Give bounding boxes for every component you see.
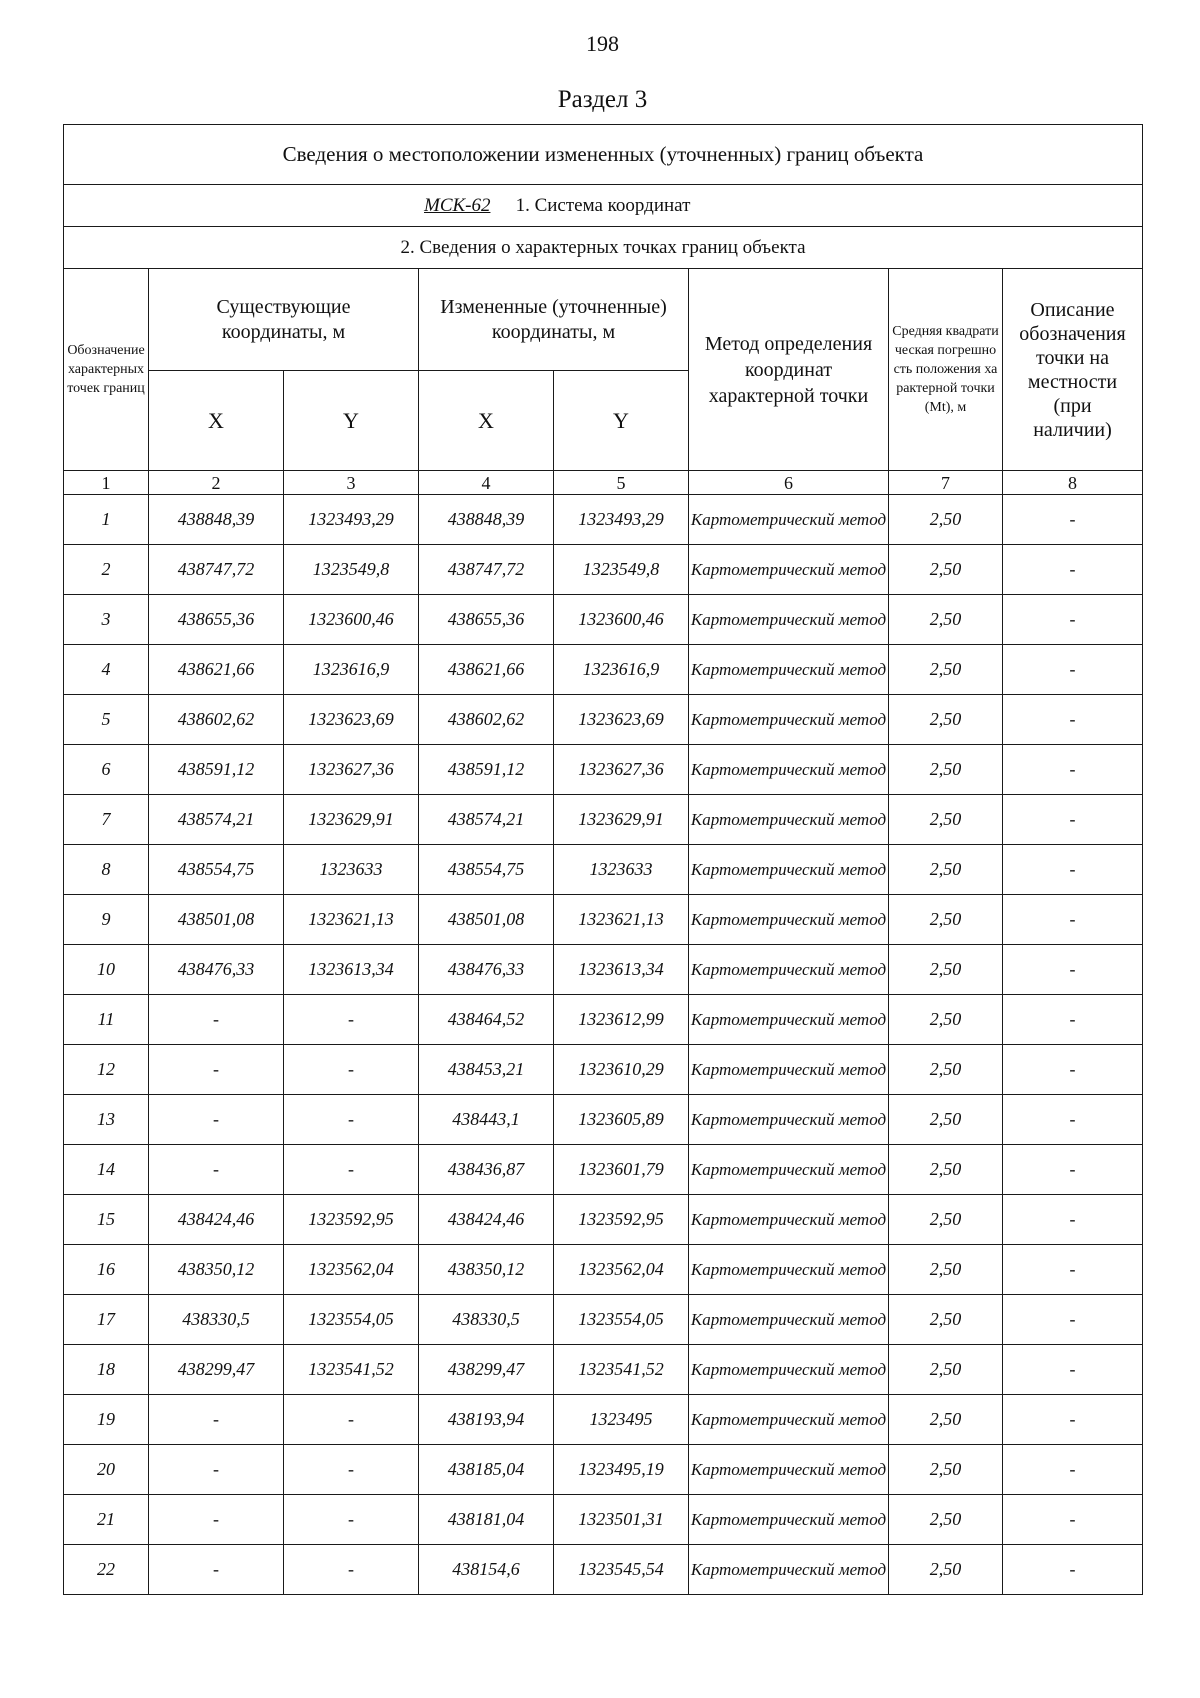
coord-system-row xyxy=(64,185,1143,227)
method-cell: Картометрический метод xyxy=(689,1145,889,1195)
column-number: 2 xyxy=(149,471,284,495)
description-cell: - xyxy=(1003,895,1143,945)
existing-x-cell: - xyxy=(149,1145,284,1195)
table-row xyxy=(64,745,1143,795)
points-section-label: 2. Сведения о характерных точках границ объекта xyxy=(64,227,1143,269)
error-cell: 2,50 xyxy=(889,745,1003,795)
point-number-cell: 3 xyxy=(64,595,149,645)
changed-y-cell: 1323610,29 xyxy=(554,1045,689,1095)
method-cell: Картометрический метод xyxy=(689,1045,889,1095)
column-number: 1 xyxy=(64,471,149,495)
point-number-cell: 14 xyxy=(64,1145,149,1195)
existing-y-cell: 1323627,36 xyxy=(284,745,419,795)
description-cell: - xyxy=(1003,595,1143,645)
method-cell: Картометрический метод xyxy=(689,495,889,545)
table-row xyxy=(64,1295,1143,1345)
method-cell: Картометрический метод xyxy=(689,795,889,845)
header-changed-x: X xyxy=(419,371,554,471)
error-cell: 2,50 xyxy=(889,1545,1003,1595)
existing-x-cell: 438848,39 xyxy=(149,495,284,545)
method-cell: Картометрический метод xyxy=(689,1445,889,1495)
changed-y-cell: 1323629,91 xyxy=(554,795,689,845)
changed-x-cell: 438655,36 xyxy=(419,595,554,645)
changed-y-cell: 1323541,52 xyxy=(554,1345,689,1395)
point-number-cell: 6 xyxy=(64,745,149,795)
table-row xyxy=(64,1495,1143,1545)
error-cell: 2,50 xyxy=(889,845,1003,895)
point-number-cell: 19 xyxy=(64,1395,149,1445)
point-number-cell: 1 xyxy=(64,495,149,545)
existing-x-cell: - xyxy=(149,1445,284,1495)
changed-y-cell: 1323605,89 xyxy=(554,1095,689,1145)
existing-x-cell: 438554,75 xyxy=(149,845,284,895)
header-changed-coords: Измененные (уточненные) координаты, м xyxy=(419,269,689,371)
table-title: Сведения о местоположении измененных (уточненных) границ объекта xyxy=(64,125,1143,185)
error-cell: 2,50 xyxy=(889,495,1003,545)
point-number-cell: 17 xyxy=(64,1295,149,1345)
method-cell: Картометрический метод xyxy=(689,845,889,895)
changed-y-cell: 1323612,99 xyxy=(554,995,689,1045)
point-number-cell: 7 xyxy=(64,795,149,845)
point-number-cell: 15 xyxy=(64,1195,149,1245)
table-row xyxy=(64,795,1143,845)
section-title: Раздел 3 xyxy=(557,86,648,113)
column-numbers-row xyxy=(64,471,1143,495)
changed-y-cell: 1323633 xyxy=(554,845,689,895)
error-cell: 2,50 xyxy=(889,545,1003,595)
error-cell: 2,50 xyxy=(889,1245,1003,1295)
description-cell: - xyxy=(1003,1295,1143,1345)
existing-x-cell: 438591,12 xyxy=(149,745,284,795)
table-row xyxy=(64,1445,1143,1495)
existing-y-cell: 1323562,04 xyxy=(284,1245,419,1295)
changed-x-cell: 438621,66 xyxy=(419,645,554,695)
header-error: Средняя квадратическая погрешность положения характерной точки (Mt), м xyxy=(889,269,1003,471)
changed-y-cell: 1323545,54 xyxy=(554,1545,689,1595)
point-number-cell: 16 xyxy=(64,1245,149,1295)
table-row xyxy=(64,545,1143,595)
existing-x-cell: 438501,08 xyxy=(149,895,284,945)
point-number-cell: 13 xyxy=(64,1095,149,1145)
error-cell: 2,50 xyxy=(889,1345,1003,1395)
method-cell: Картометрический метод xyxy=(689,1245,889,1295)
description-cell: - xyxy=(1003,945,1143,995)
column-number: 3 xyxy=(284,471,419,495)
description-cell: - xyxy=(1003,1045,1143,1095)
method-cell: Картометрический метод xyxy=(689,1395,889,1445)
changed-y-cell: 1323613,34 xyxy=(554,945,689,995)
description-cell: - xyxy=(1003,1195,1143,1245)
column-number: 4 xyxy=(419,471,554,495)
changed-x-cell: 438476,33 xyxy=(419,945,554,995)
existing-x-cell: 438299,47 xyxy=(149,1345,284,1395)
error-cell: 2,50 xyxy=(889,1095,1003,1145)
description-cell: - xyxy=(1003,795,1143,845)
existing-x-cell: - xyxy=(149,1045,284,1095)
existing-x-cell: 438476,33 xyxy=(149,945,284,995)
changed-y-cell: 1323493,29 xyxy=(554,495,689,545)
coord-system-value: МСК-62 xyxy=(424,194,491,216)
existing-x-cell: 438602,62 xyxy=(149,695,284,745)
existing-y-cell: 1323616,9 xyxy=(284,645,419,695)
table-row xyxy=(64,945,1143,995)
method-cell: Картометрический метод xyxy=(689,545,889,595)
description-cell: - xyxy=(1003,845,1143,895)
description-cell: - xyxy=(1003,645,1143,695)
point-number-cell: 18 xyxy=(64,1345,149,1395)
error-cell: 2,50 xyxy=(889,795,1003,845)
existing-y-cell: - xyxy=(284,1045,419,1095)
changed-x-cell: 438181,04 xyxy=(419,1495,554,1545)
point-number-cell: 4 xyxy=(64,645,149,695)
method-cell: Картометрический метод xyxy=(689,895,889,945)
method-cell: Картометрический метод xyxy=(689,1545,889,1595)
changed-y-cell: 1323627,36 xyxy=(554,745,689,795)
existing-y-cell: - xyxy=(284,1095,419,1145)
description-cell: - xyxy=(1003,1245,1143,1295)
table-row xyxy=(64,1045,1143,1095)
changed-x-cell: 438424,46 xyxy=(419,1195,554,1245)
existing-y-cell: 1323623,69 xyxy=(284,695,419,745)
header-method: Метод определения координат характерной точки xyxy=(689,269,889,471)
changed-x-cell: 438443,1 xyxy=(419,1095,554,1145)
existing-y-cell: - xyxy=(284,1445,419,1495)
point-number-cell: 2 xyxy=(64,545,149,595)
column-number: 7 xyxy=(889,471,1003,495)
changed-y-cell: 1323495 xyxy=(554,1395,689,1445)
table-row xyxy=(64,1395,1143,1445)
header-existing-y: Y xyxy=(284,371,419,471)
boundary-table xyxy=(63,124,1143,1595)
table-row xyxy=(64,1145,1143,1195)
existing-x-cell: 438424,46 xyxy=(149,1195,284,1245)
method-cell: Картометрический метод xyxy=(689,595,889,645)
description-cell: - xyxy=(1003,745,1143,795)
method-cell: Картометрический метод xyxy=(689,1095,889,1145)
existing-x-cell: 438621,66 xyxy=(149,645,284,695)
description-cell: - xyxy=(1003,1145,1143,1195)
description-cell: - xyxy=(1003,1495,1143,1545)
method-cell: Картометрический метод xyxy=(689,1495,889,1545)
table-row xyxy=(64,995,1143,1045)
description-cell: - xyxy=(1003,1445,1143,1495)
description-cell: - xyxy=(1003,1095,1143,1145)
changed-x-cell: 438154,6 xyxy=(419,1545,554,1595)
existing-x-cell: - xyxy=(149,1095,284,1145)
error-cell: 2,50 xyxy=(889,1445,1003,1495)
point-number-cell: 5 xyxy=(64,695,149,745)
changed-y-cell: 1323592,95 xyxy=(554,1195,689,1245)
point-number-cell: 20 xyxy=(64,1445,149,1495)
method-cell: Картометрический метод xyxy=(689,695,889,745)
method-cell: Картометрический метод xyxy=(689,945,889,995)
existing-x-cell: 438747,72 xyxy=(149,545,284,595)
table-row xyxy=(64,495,1143,545)
changed-y-cell: 1323600,46 xyxy=(554,595,689,645)
header-changed-y: Y xyxy=(554,371,689,471)
method-cell: Картометрический метод xyxy=(689,1195,889,1245)
existing-y-cell: - xyxy=(284,1145,419,1195)
table-row xyxy=(64,645,1143,695)
table-row xyxy=(64,595,1143,645)
changed-y-cell: 1323623,69 xyxy=(554,695,689,745)
changed-x-cell: 438554,75 xyxy=(419,845,554,895)
description-cell: - xyxy=(1003,695,1143,745)
existing-x-cell: 438330,5 xyxy=(149,1295,284,1345)
table-row xyxy=(64,1245,1143,1295)
point-number-cell: 8 xyxy=(64,845,149,895)
error-cell: 2,50 xyxy=(889,1045,1003,1095)
table-row xyxy=(64,1345,1143,1395)
column-number: 6 xyxy=(689,471,889,495)
method-cell: Картометрический метод xyxy=(689,1345,889,1395)
description-cell: - xyxy=(1003,1545,1143,1595)
existing-y-cell: 1323613,34 xyxy=(284,945,419,995)
description-cell: - xyxy=(1003,495,1143,545)
error-cell: 2,50 xyxy=(889,1145,1003,1195)
existing-y-cell: - xyxy=(284,995,419,1045)
existing-y-cell: 1323629,91 xyxy=(284,795,419,845)
existing-y-cell: 1323549,8 xyxy=(284,545,419,595)
changed-x-cell: 438848,39 xyxy=(419,495,554,545)
existing-y-cell: - xyxy=(284,1545,419,1595)
error-cell: 2,50 xyxy=(889,645,1003,695)
column-number: 5 xyxy=(554,471,689,495)
changed-x-cell: 438330,5 xyxy=(419,1295,554,1345)
table-row xyxy=(64,695,1143,745)
table-row xyxy=(64,895,1143,945)
changed-x-cell: 438193,94 xyxy=(419,1395,554,1445)
existing-x-cell: 438574,21 xyxy=(149,795,284,845)
existing-y-cell: 1323493,29 xyxy=(284,495,419,545)
point-number-cell: 22 xyxy=(64,1545,149,1595)
table-row xyxy=(64,845,1143,895)
error-cell: 2,50 xyxy=(889,1195,1003,1245)
existing-x-cell: - xyxy=(149,1545,284,1595)
description-cell: - xyxy=(1003,1395,1143,1445)
existing-x-cell: - xyxy=(149,1395,284,1445)
error-cell: 2,50 xyxy=(889,695,1003,745)
table-row xyxy=(64,1545,1143,1595)
coord-system-label: 1. Система координат xyxy=(515,194,691,216)
error-cell: 2,50 xyxy=(889,1295,1003,1345)
error-cell: 2,50 xyxy=(889,595,1003,645)
error-cell: 2,50 xyxy=(889,1395,1003,1445)
point-number-cell: 10 xyxy=(64,945,149,995)
column-number: 8 xyxy=(1003,471,1143,495)
changed-x-cell: 438436,87 xyxy=(419,1145,554,1195)
existing-y-cell: 1323554,05 xyxy=(284,1295,419,1345)
changed-y-cell: 1323601,79 xyxy=(554,1145,689,1195)
existing-y-cell: 1323621,13 xyxy=(284,895,419,945)
point-number-cell: 11 xyxy=(64,995,149,1045)
error-cell: 2,50 xyxy=(889,995,1003,1045)
changed-x-cell: 438464,52 xyxy=(419,995,554,1045)
method-cell: Картометрический метод xyxy=(689,1295,889,1345)
header-existing-coords: Существующие координаты, м xyxy=(149,269,419,371)
error-cell: 2,50 xyxy=(889,1495,1003,1545)
description-cell: - xyxy=(1003,1345,1143,1395)
existing-y-cell: - xyxy=(284,1495,419,1545)
changed-x-cell: 438453,21 xyxy=(419,1045,554,1095)
changed-y-cell: 1323554,05 xyxy=(554,1295,689,1345)
changed-y-cell: 1323562,04 xyxy=(554,1245,689,1295)
changed-y-cell: 1323495,19 xyxy=(554,1445,689,1495)
changed-x-cell: 438574,21 xyxy=(419,795,554,845)
point-number-cell: 21 xyxy=(64,1495,149,1545)
error-cell: 2,50 xyxy=(889,945,1003,995)
existing-y-cell: 1323592,95 xyxy=(284,1195,419,1245)
header-designation: Обозначение характерных точек границ xyxy=(64,269,149,471)
existing-x-cell: - xyxy=(149,1495,284,1545)
changed-x-cell: 438350,12 xyxy=(419,1245,554,1295)
changed-x-cell: 438299,47 xyxy=(419,1345,554,1395)
changed-y-cell: 1323501,31 xyxy=(554,1495,689,1545)
error-cell: 2,50 xyxy=(889,895,1003,945)
changed-y-cell: 1323549,8 xyxy=(554,545,689,595)
header-existing-x: X xyxy=(149,371,284,471)
point-number-cell: 12 xyxy=(64,1045,149,1095)
description-cell: - xyxy=(1003,545,1143,595)
method-cell: Картометрический метод xyxy=(689,745,889,795)
header-description: Описание обозначения точки на местности (при наличии) xyxy=(1003,269,1143,471)
table-row xyxy=(64,1195,1143,1245)
table-row xyxy=(64,1095,1143,1145)
changed-y-cell: 1323616,9 xyxy=(554,645,689,695)
existing-y-cell: - xyxy=(284,1395,419,1445)
existing-y-cell: 1323633 xyxy=(284,845,419,895)
existing-x-cell: 438655,36 xyxy=(149,595,284,645)
changed-x-cell: 438591,12 xyxy=(419,745,554,795)
changed-x-cell: 438501,08 xyxy=(419,895,554,945)
description-cell: - xyxy=(1003,995,1143,1045)
changed-x-cell: 438747,72 xyxy=(419,545,554,595)
existing-y-cell: 1323600,46 xyxy=(284,595,419,645)
changed-y-cell: 1323621,13 xyxy=(554,895,689,945)
method-cell: Картометрический метод xyxy=(689,645,889,695)
existing-y-cell: 1323541,52 xyxy=(284,1345,419,1395)
method-cell: Картометрический метод xyxy=(689,995,889,1045)
changed-x-cell: 438602,62 xyxy=(419,695,554,745)
point-number-cell: 9 xyxy=(64,895,149,945)
changed-x-cell: 438185,04 xyxy=(419,1445,554,1495)
existing-x-cell: 438350,12 xyxy=(149,1245,284,1295)
page-number: 198 xyxy=(586,31,619,56)
existing-x-cell: - xyxy=(149,995,284,1045)
